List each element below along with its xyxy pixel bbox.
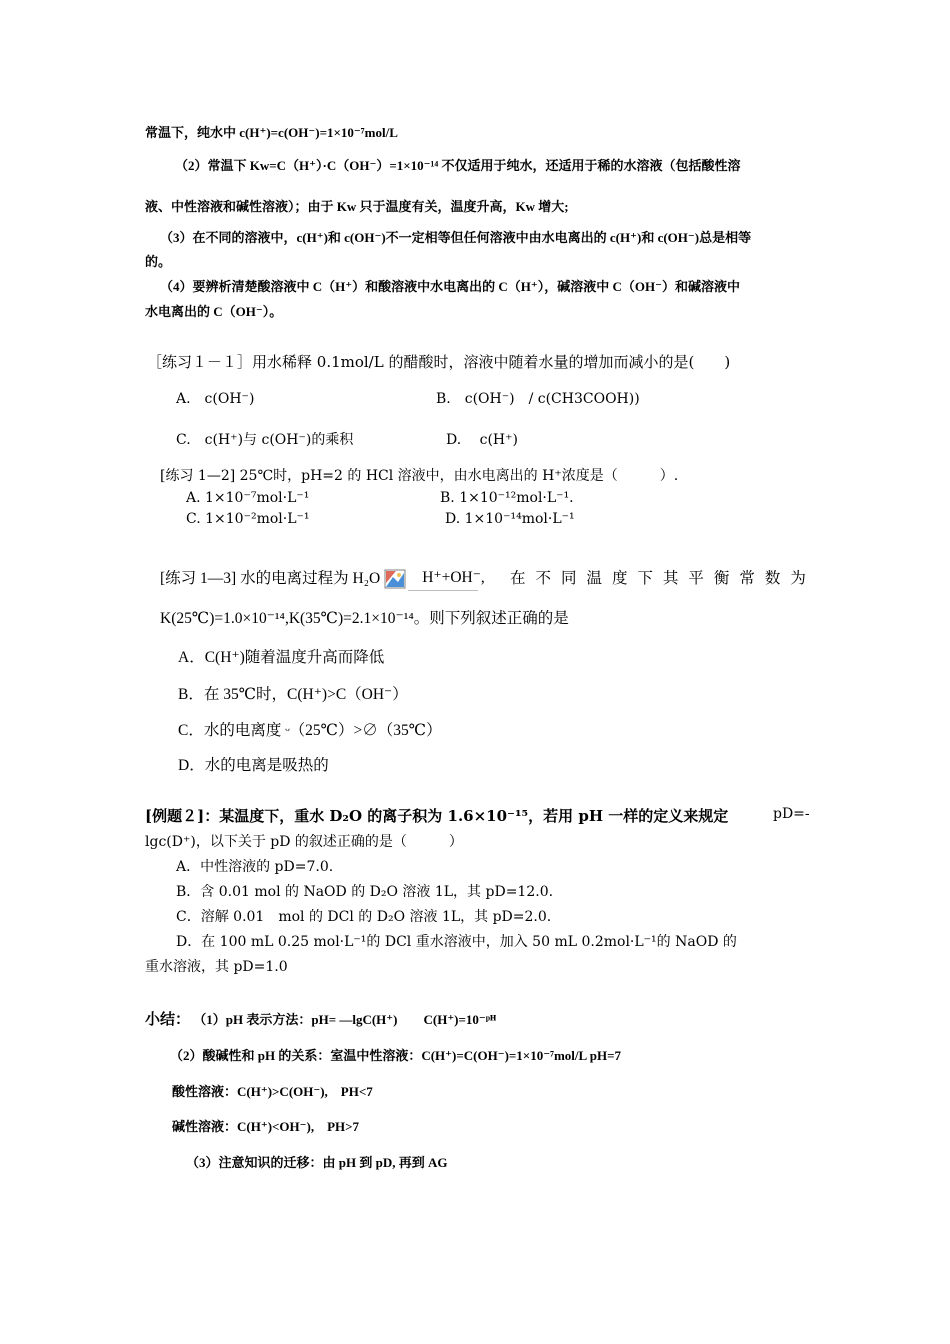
note-point2-line1: （2）常温下 Kw=C（H⁺）·C（OH⁻）=1×10⁻¹⁴ 不仅适用于纯水，还适用于稀的水溶液（包括酸性溶 (175, 158, 741, 173)
note-point4-line1: （4）要辨析清楚酸溶液中 C（H⁺）和酸溶液中水电离出的 C（H⁺），碱溶液中 C（OH⁻）和碱溶液中 (160, 279, 740, 294)
spread-char: 下 (637, 570, 653, 587)
spread-char: 数 (764, 570, 781, 587)
spread-char: 平 (688, 570, 704, 587)
example-2-option-c: C．溶解 0.01 mol 的 DCl 的 D₂O 溶液 1L，其 pD=2.0. (176, 909, 552, 925)
exercise-1-3-option-a: A．C(H⁺)随着温度升高而降低 (178, 649, 385, 666)
exercise-1-3-option-b: B．在 35℃时，C(H⁺)>C（OH⁻） (178, 686, 408, 703)
exercise-1-3-question-line1 (160, 566, 485, 591)
spread-char: 为 (790, 570, 806, 587)
spread-char: 同 (560, 570, 577, 587)
summary-item-1: （1）pH 表示方法：pH= —lgC(H⁺) C(H⁺)=10⁻ᵖᴴ (193, 1012, 497, 1027)
example-2-option-d-line2: 重水溶液，其 pD=1.0 (145, 959, 288, 975)
spread-char: 不 (535, 570, 551, 587)
exercise-1-3-products: H⁺+OH⁻, (422, 568, 485, 586)
summary-item-3: （3）注意知识的迁移：由 pH 到 pD, 再到 AG (186, 1155, 448, 1170)
example-2-line1-tail: pD=- (773, 806, 810, 822)
summary-item-2: （2）酸碱性和 pH 的关系：室温中性溶液：C(H⁺)=C(OH⁻)=1×10⁻⁷mol/L pH=7 (170, 1048, 621, 1063)
exercise-1-1-question: ［练习１－１］用水稀释 0.1mol/L 的醋酸时，溶液中随着水量的增加而减小的是( ) (147, 353, 731, 371)
exercise-1-1-option-c: C. c(H⁺)与 c(OH⁻)的乘积 (176, 432, 354, 448)
summary-acidic: 酸性溶液：C(H⁺)>C(OH⁻), PH<7 (172, 1084, 373, 1099)
equilibrium-arrow-frame (408, 568, 485, 591)
spread-char: 其 (662, 570, 679, 587)
note-pure-water: 常温下，纯水中 c(H⁺)=c(OH⁻)=1×10⁻⁷mol/L (145, 125, 398, 140)
example-2-line1 (145, 805, 728, 826)
exercise-1-3-option-c: C．水的电离度 ᵕ（25℃）>∅（35℃） (178, 722, 442, 739)
spread-char: 衡 (713, 570, 730, 587)
exercise-1-3-question-lead: [练习 1—3] 水的电离过程为 H₂O (160, 570, 381, 587)
exercise-1-1-option-b: B. c(OH⁻) / c(CH3COOH)) (436, 391, 640, 407)
exercise-1-2-question: [练习 1—2] 25℃时，pH=2 的 HCl 溶液中，由水电离出的 H⁺浓度是（ ）. (160, 468, 679, 484)
exercise-1-2-option-a: A. 1×10⁻⁷mol·L⁻¹ (186, 490, 310, 506)
spread-char: 常 (739, 570, 755, 587)
exercise-1-3-question-line2: K(25℃)=1.0×10⁻¹⁴,K(35℃)=2.1×10⁻¹⁴。则下列叙述正确的是 (160, 610, 569, 627)
example-2-line2: lgc(D⁺)，以下关于 pD 的叙述正确的是（ ） (145, 834, 463, 850)
exercise-1-2-option-d: D. 1×10⁻¹⁴mol·L⁻¹ (445, 511, 575, 527)
note-point3-line1: （3）在不同的溶液中，c(H⁺)和 c(OH⁻)不一定相等但任何溶液中由水电离出的 c(H⁺)和 c(OH⁻)总是相等 (160, 230, 752, 245)
note-point3-line2: 的。 (145, 254, 172, 269)
example-2-lead: [例题２]：某温度下，重水 D₂O 的离子积为 1.6×10⁻¹⁵，若用 pH 一样的定义来规定 (145, 807, 729, 825)
summary-basic: 碱性溶液：C(H⁺)<OH⁻), PH>7 (172, 1119, 360, 1134)
example-2-option-b: B．含 0.01 mol 的 NaOD 的 D₂O 溶液 1L，其 pD=12.0. (176, 884, 554, 900)
exercise-1-3-question-spread (510, 566, 806, 588)
exercise-1-3-option-d: D．水的电离是吸热的 (178, 757, 329, 774)
example-2-option-d-line1: D．在 100 mL 0.25 mol·L⁻¹的 DCl 重水溶液中，加入 50 mL 0.2mol·L⁻¹的 NaOD 的 (176, 934, 737, 950)
summary-label: 小结： (145, 1012, 191, 1028)
example-2-option-a: A．中性溶液的 pD=7.0. (176, 859, 334, 875)
spread-char: 度 (611, 570, 628, 587)
exercise-1-1-option-d: D. c(H⁺) (446, 432, 518, 448)
note-point4-line2: 水电离出的 C（OH⁻）。 (145, 304, 283, 319)
summary-line1 (145, 1008, 496, 1029)
spread-char: 在 (510, 570, 526, 587)
note-point2-line2: 液、中性溶液和碱性溶液）；由于 Kw 只于温度有关，温度升高，Kw 增大; (145, 199, 569, 214)
spread-char: 温 (586, 570, 602, 587)
exercise-1-2-option-b: B. 1×10⁻¹²mol·L⁻¹. (440, 490, 574, 506)
exercise-1-2-option-c: C. 1×10⁻²mol·L⁻¹ (186, 511, 310, 527)
exercise-1-1-option-a: A. c(OH⁻) (176, 391, 255, 407)
equilibrium-image-icon (384, 569, 406, 589)
